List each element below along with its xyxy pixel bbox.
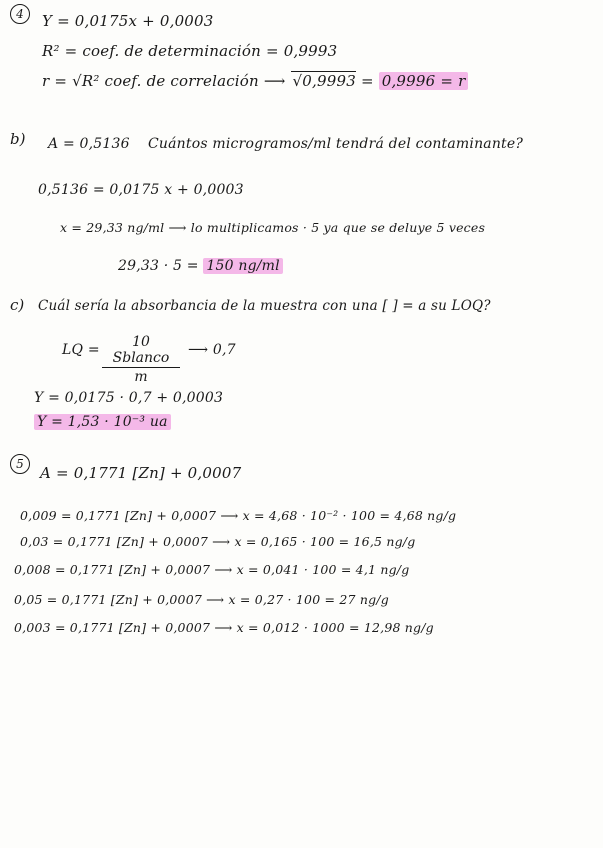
equation-b1: 0,5136 = 0,0175 x + 0,0003 [38, 182, 244, 198]
section-b-label: b) [10, 130, 26, 148]
section-5-marker: 5 [10, 454, 30, 474]
question-b: Cuántos microgramos/ml tendrá del contaminante? [148, 136, 524, 152]
sqrt-value: √0,9993 [292, 72, 356, 90]
section-4-marker: 4 [10, 4, 30, 24]
zinc-row-5: 0,003 = 0,1771 [Zn] + 0,0007 ⟶ x = 0,012 · 1000 = 12,98 ng/g [14, 620, 434, 635]
equals-sign: = [356, 72, 379, 90]
result-c-highlight: Y = 1,53 · 10⁻³ ua [34, 414, 171, 430]
zinc-row-4: 0,05 = 0,1771 [Zn] + 0,0007 ⟶ x = 0,27 · 100 = 27 ng/g [14, 592, 389, 607]
regression-equation: Y = 0,0175x + 0,0003 [42, 12, 214, 30]
lq-numerator: 10 Sblanco [112, 334, 170, 366]
zinc-row-3: 0,008 = 0,1771 [Zn] + 0,0007 ⟶ x = 0,041 · 100 = 4,1 ng/g [14, 562, 410, 577]
lq-arrow-value: ⟶ 0,7 [188, 342, 236, 358]
lq-denominator: m [134, 369, 148, 385]
correlation-result-highlight: 0,9996 = r [379, 72, 469, 90]
lq-label: LQ = [62, 342, 100, 358]
correlation-line [42, 72, 468, 90]
section-c-label: c) [10, 296, 25, 314]
equation-b3-prefix: 29,33 · 5 = [118, 258, 204, 274]
zinc-row-2: 0,03 = 0,1771 [Zn] + 0,0007 ⟶ x = 0,165 · 100 = 16,5 ng/g [20, 534, 416, 549]
equation-c1: Y = 0,0175 · 0,7 + 0,0003 [34, 390, 224, 406]
fraction-bar [102, 367, 180, 368]
result-b-highlight: 150 ng/ml [203, 258, 282, 274]
lq-fraction [102, 334, 180, 385]
zinc-row-1: 0,009 = 0,1771 [Zn] + 0,0007 ⟶ x = 4,68 · 10⁻² · 100 = 4,68 ng/g [20, 508, 457, 523]
correlation-prefix: r = √R² coef. de correlación ⟶ [42, 72, 291, 90]
question-c: Cuál sería la absorbancia de la muestra con una [ ] = a su LOQ? [38, 298, 491, 314]
zinc-equation: A = 0,1771 [Zn] + 0,0007 [40, 464, 242, 482]
equation-b3 [118, 258, 283, 274]
equation-b2: x = 29,33 ng/ml ⟶ lo multiplicamos · 5 ya que se deluye 5 veces [60, 220, 486, 235]
r-squared-line: R² = coef. de determinación = 0,9993 [42, 42, 338, 60]
absorbance-value: A = 0,5136 [48, 136, 130, 152]
result-c-line [34, 414, 171, 430]
